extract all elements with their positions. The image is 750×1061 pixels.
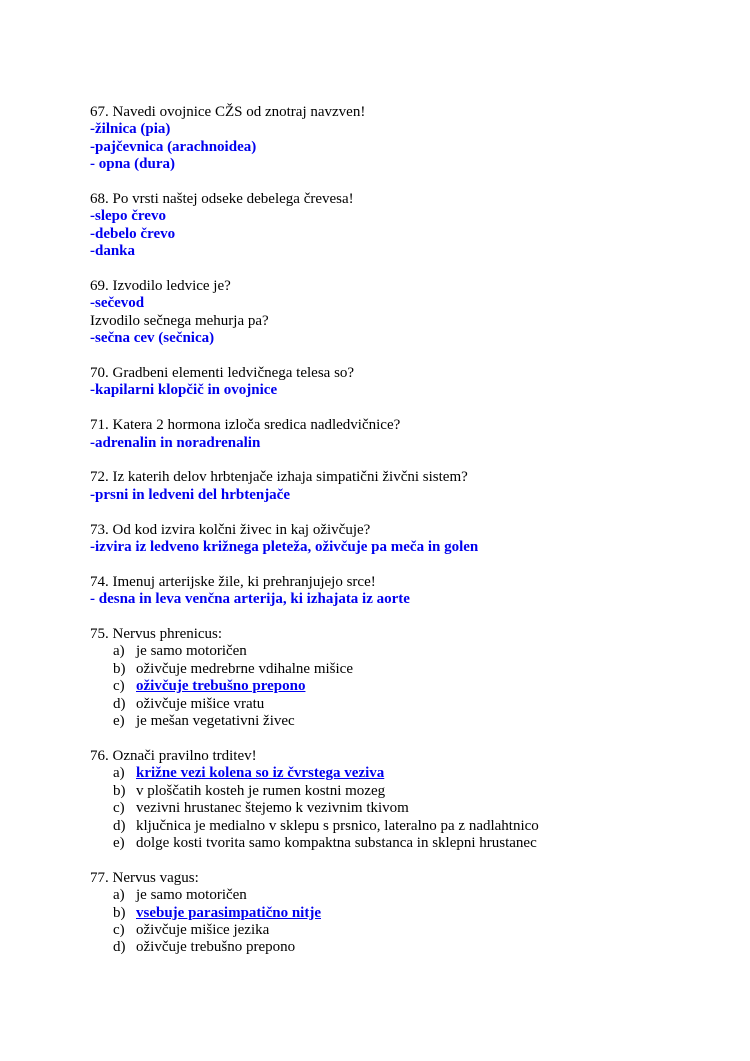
answer-text: -debelo črevo <box>90 225 176 242</box>
answer-text: -sečevod <box>90 295 145 312</box>
option-row <box>90 800 675 817</box>
option-text: je samo motoričen <box>136 643 247 660</box>
answer-text: -adrenalin in noradrenalin <box>90 434 261 451</box>
answer-text: - desna in leva venčna arterija, ki izhajata iz aorte <box>90 591 410 608</box>
answer-text: -danka <box>90 243 136 260</box>
option-letter: b) <box>113 904 126 921</box>
question-block-67 <box>90 104 675 174</box>
option-text: oživčuje medrebrne vdihalne mišice <box>136 660 353 677</box>
question-block-74 <box>90 574 675 609</box>
option-letter: c) <box>113 678 125 695</box>
question-block-76 <box>90 748 675 852</box>
answer-text: -prsni in ledveni del hrbtenjače <box>90 486 291 503</box>
question-block-77 <box>90 870 675 957</box>
option-text: ključnica je medialno v sklepu s prsnico, lateralno pa z nadlahtnico <box>136 817 539 834</box>
option-row <box>90 939 675 956</box>
answer-text: -izvira iz ledveno križnega pleteža, oživčuje pa meča in golen <box>90 539 479 556</box>
correct-option-row <box>90 905 675 922</box>
option-row <box>90 922 675 939</box>
question-text: 67. Navedi ovojnice CŽS od znotraj navzven! <box>90 104 366 120</box>
question-text: Izvodilo sečnega mehurja pa? <box>90 312 269 329</box>
option-letter: d) <box>113 817 126 834</box>
option-row <box>90 661 675 678</box>
option-letter: c) <box>113 921 125 938</box>
option-row <box>90 783 675 800</box>
option-row <box>90 696 675 713</box>
option-row <box>90 818 675 835</box>
option-text: oživčuje trebušno prepono <box>136 939 296 956</box>
option-row <box>90 887 675 904</box>
option-letter: a) <box>113 643 125 660</box>
answer-text: -sečna cev (sečnica) <box>90 330 215 347</box>
question-block-75 <box>90 626 675 730</box>
option-letter: a) <box>113 765 125 782</box>
answer-text: -kapilarni klopčič in ovojnice <box>90 382 278 399</box>
option-text: dolge kosti tvorita samo kompaktna substanca in sklepni hrustanec <box>136 834 537 851</box>
answer-text: -žilnica (pia) <box>90 121 171 138</box>
question-text: 68. Po vrsti naštej odseke debelega črevesa! <box>90 191 354 208</box>
question-text: 73. Od kod izvira kolčni živec in kaj oživčuje? <box>90 521 371 538</box>
option-letter: b) <box>113 660 126 677</box>
option-text: oživčuje mišice vratu <box>136 695 265 712</box>
correct-option-text: križne vezi kolena so iz čvrstega veziva <box>136 765 385 782</box>
question-text: 74. Imenuj arterijske žile, ki prehranjujejo srce! <box>90 573 376 590</box>
option-row <box>90 643 675 660</box>
option-text: oživčuje mišice jezika <box>136 921 270 938</box>
answer-text: -pajčevnica (arachnoidea) <box>90 138 257 155</box>
option-text: je samo motoričen <box>136 887 247 904</box>
question-text: 69. Izvodilo ledvice je? <box>90 278 231 295</box>
option-letter: c) <box>113 800 125 817</box>
question-text: 75. Nervus phrenicus: <box>90 626 223 643</box>
question-block-71 <box>90 417 675 452</box>
option-letter: b) <box>113 782 126 799</box>
option-letter: a) <box>113 887 125 904</box>
correct-option-row <box>90 765 675 782</box>
question-text: 76. Označi pravilno trditev! <box>90 747 257 764</box>
question-block-68 <box>90 191 675 261</box>
option-letter: d) <box>113 695 126 712</box>
option-row <box>90 713 675 730</box>
question-text: 72. Iz katerih delov hrbtenjače izhaja simpatični živčni sistem? <box>90 469 468 486</box>
document-page <box>90 104 675 957</box>
correct-option-text: oživčuje trebušno prepono <box>136 678 306 695</box>
question-text: 77. Nervus vagus: <box>90 869 199 886</box>
correct-option-row <box>90 678 675 695</box>
option-text: v ploščatih kosteh je rumen kostni mozeg <box>136 782 386 799</box>
correct-option-text: vsebuje parasimpatično nitje <box>136 904 321 921</box>
option-letter: e) <box>113 834 125 851</box>
question-text: 71. Katera 2 hormona izloča sredica nadledvičnice? <box>90 417 401 434</box>
option-letter: e) <box>113 713 125 730</box>
question-block-69 <box>90 278 675 348</box>
option-text: vezivni hrustanec štejemo k vezivnim tkivom <box>136 800 409 817</box>
question-block-72 <box>90 469 675 504</box>
question-text: 70. Gradbeni elementi ledvičnega telesa so? <box>90 365 355 382</box>
answer-text: -slepo črevo <box>90 208 166 225</box>
option-text: je mešan vegetativni živec <box>136 713 295 730</box>
question-block-70 <box>90 365 675 400</box>
option-letter: d) <box>113 939 126 956</box>
answer-text: - opna (dura) <box>90 156 176 173</box>
question-block-73 <box>90 522 675 557</box>
option-row <box>90 835 675 852</box>
